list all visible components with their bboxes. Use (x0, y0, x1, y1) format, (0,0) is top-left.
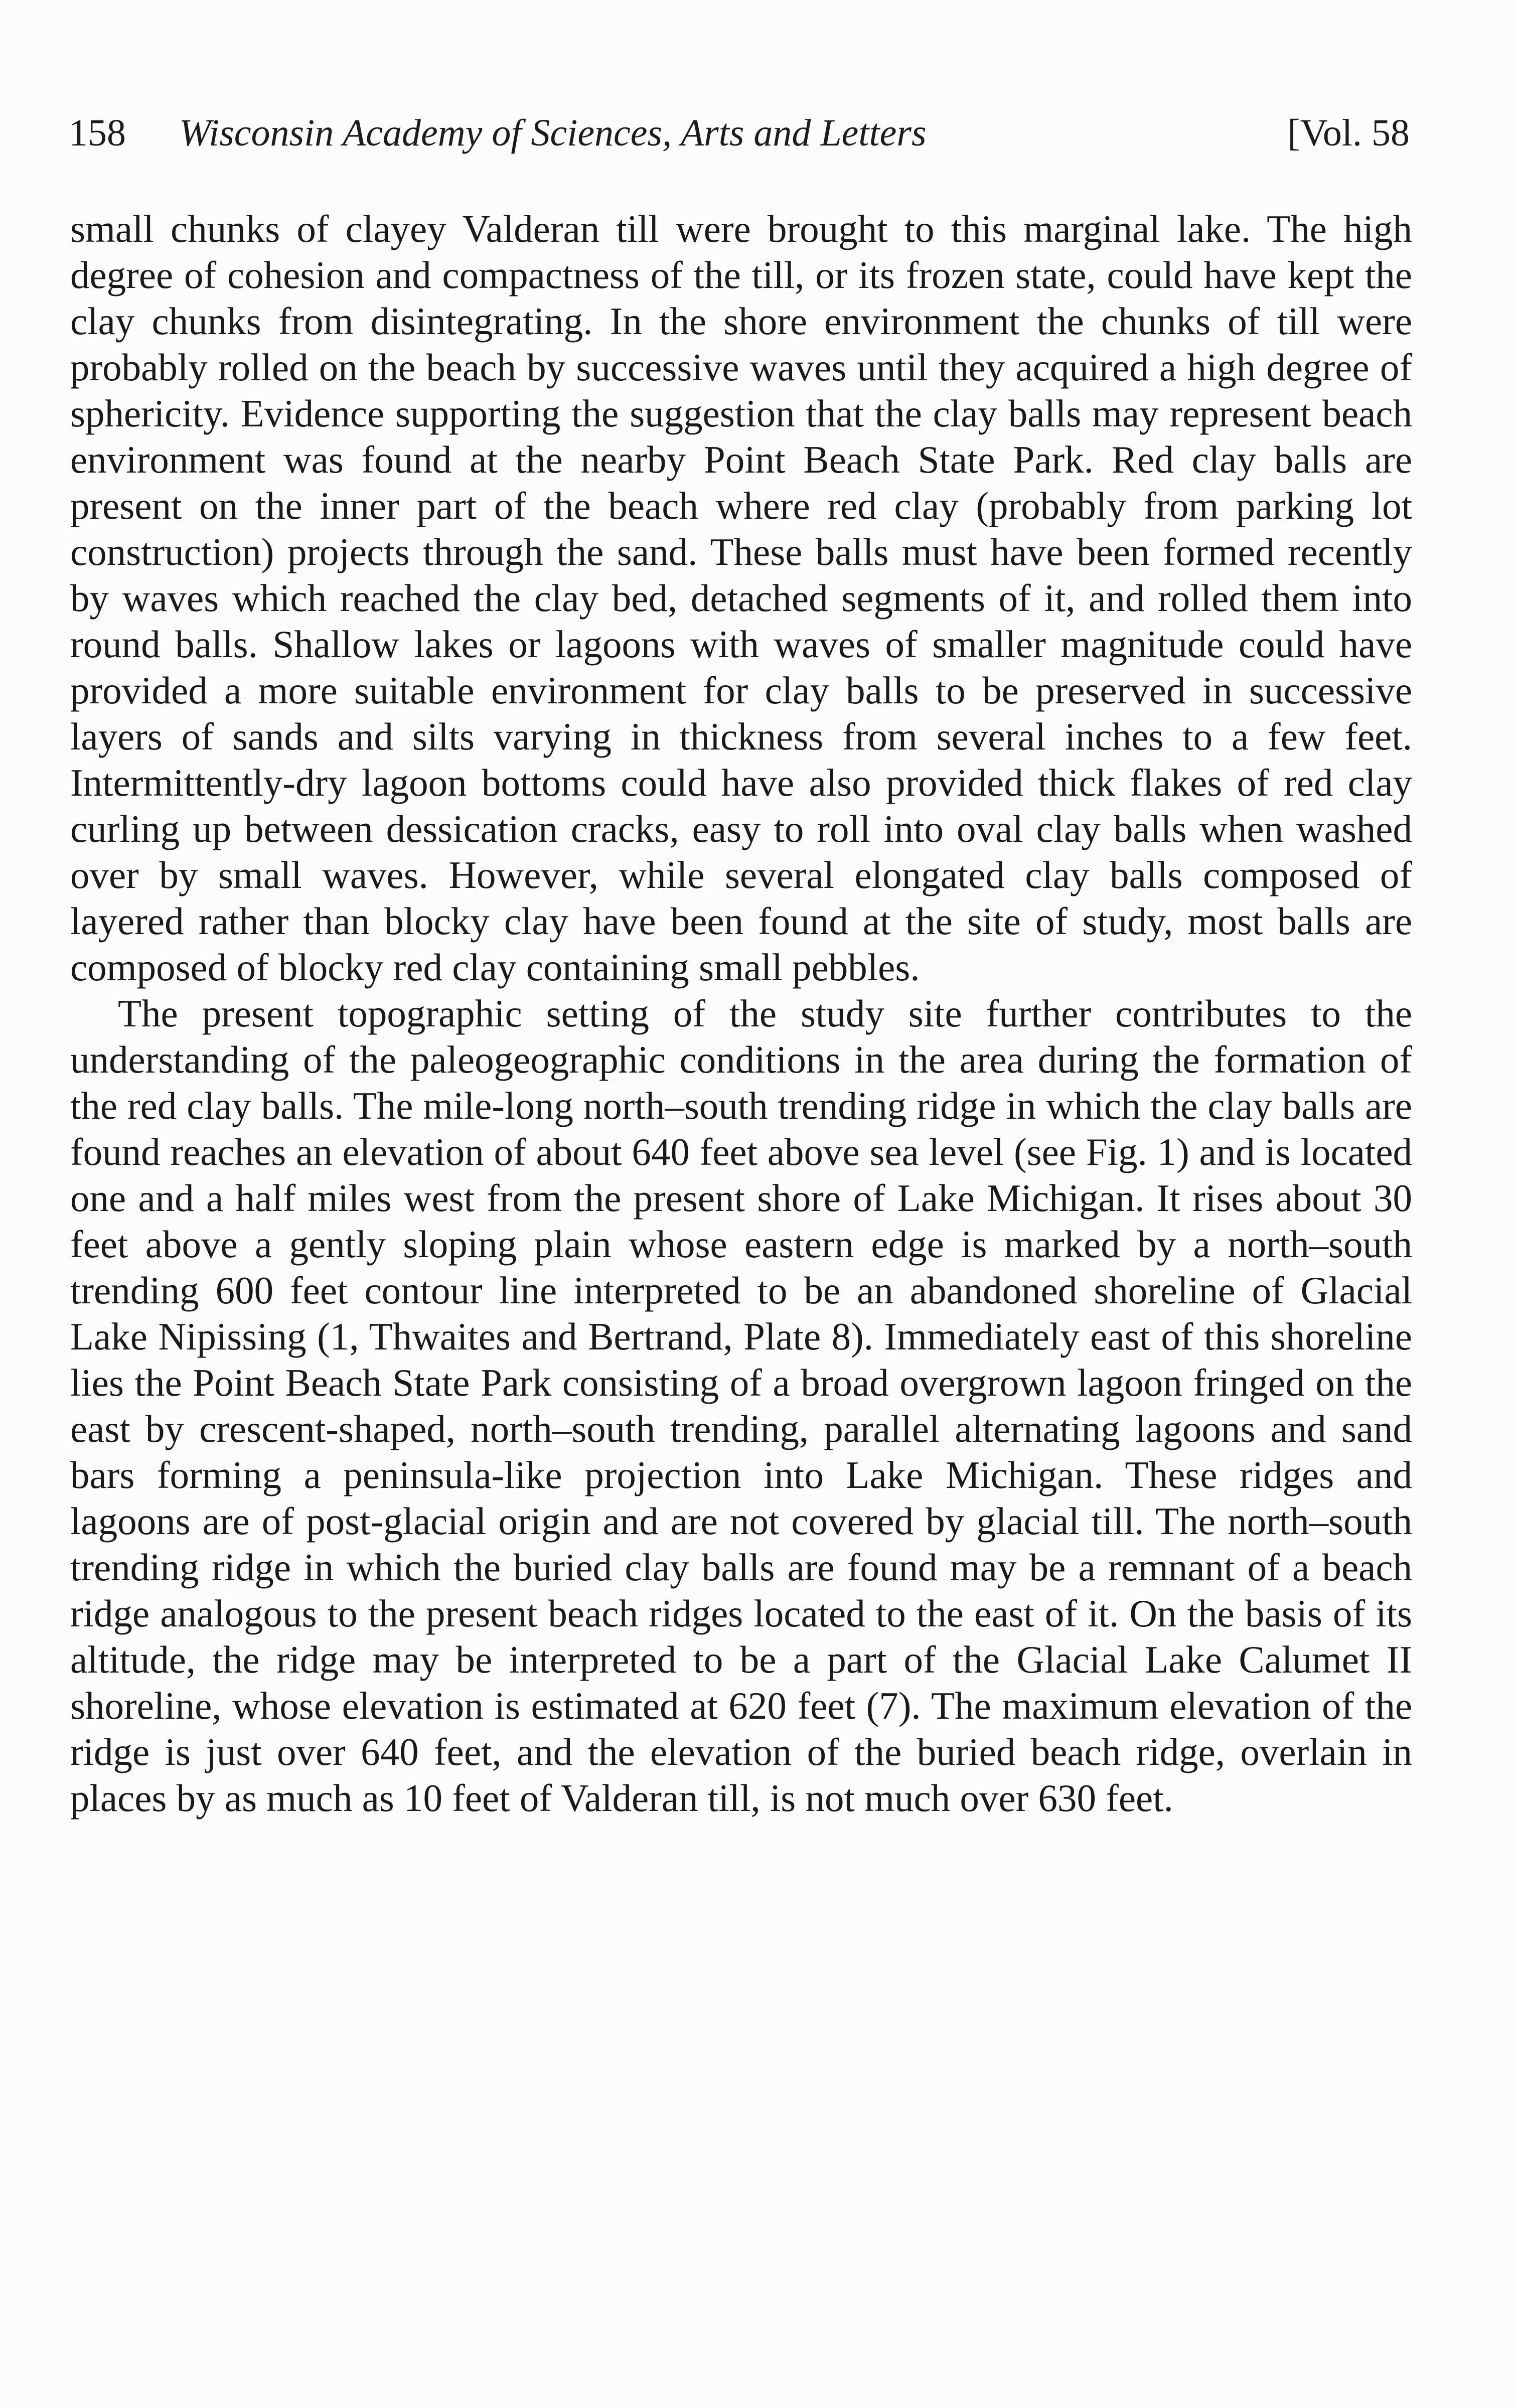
journal-title: Wisconsin Academy of Sciences, Arts and Letters (179, 112, 927, 154)
body-text (70, 206, 1412, 1821)
volume-label: [Vol. 58 (1287, 112, 1410, 154)
paragraph-2: The present topographic setting of the study site further contributes to the understanding of the paleogeographic conditions in the area during the formation of the red clay balls. The mile-long north–south trending ridge in which the clay balls are found reaches an elevation of about 640 feet above sea level (see Fig. 1) and is located one and a half miles west from the present shore of Lake Michigan. It rises about 30 feet above a gently sloping plain whose eastern edge is marked by a north–south trending 600 feet contour line interpreted to be an abandoned shoreline of Glacial Lake Nipissing (1, Thwaites and Bertrand, Plate 8). Immediately east of this shoreline lies the Point Beach State Park consisting of a broad overgrown lagoon fringed on the east by crescent-shaped, north–south trending, parallel alternating lagoons and sand bars forming a peninsula-like projection into Lake Michigan. These ridges and lagoons are of post-glacial origin and are not covered by glacial till. The north–south trending ridge in which the buried clay balls are found may be a remnant of a beach ridge analogous to the present beach ridges located to the east of it. On the basis of its altitude, the ridge may be interpreted to be a part of the Glacial Lake Calumet II shoreline, whose elevation is estimated at 620 feet (7). The maximum elevation of the ridge is just over 640 feet, and the elevation of the buried beach ridge, overlain in places by as much as 10 feet of Valderan till, is not much over 630 feet. (70, 992, 1412, 1820)
paragraph-1: small chunks of clayey Valderan till were brought to this marginal lake. The high degree of cohesion and compactness of the till, or its frozen state, could have kept the clay chunks from disintegrating. In the shore environment the chunks of till were probably rolled on the beach by successive waves until they acquired a high degree of sphericity. Evidence supporting the suggestion that the clay balls may represent beach environment was found at the nearby Point Beach State Park. Red clay balls are present on the inner part of the beach where red clay (probably from parking lot construction) projects through the sand. These balls must have been formed recently by waves which reached the clay bed, detached segments of it, and rolled them into round balls. Shallow lakes or lagoons with waves of smaller magnitude could have provided a more suitable environment for clay balls to be preserved in successive layers of sands and silts varying in thickness from several inches to a few feet. Intermittently-dry lagoon bottoms could have also provided thick flakes of red clay curling up between dessication cracks, easy to roll into oval clay balls when washed over by small waves. However, while several elongated clay balls composed of layered rather than blocky clay have been found at the site of study, most balls are composed of blocky red clay containing small pebbles. (70, 207, 1412, 989)
running-header (69, 103, 1410, 163)
page-number: 158 (69, 112, 126, 154)
